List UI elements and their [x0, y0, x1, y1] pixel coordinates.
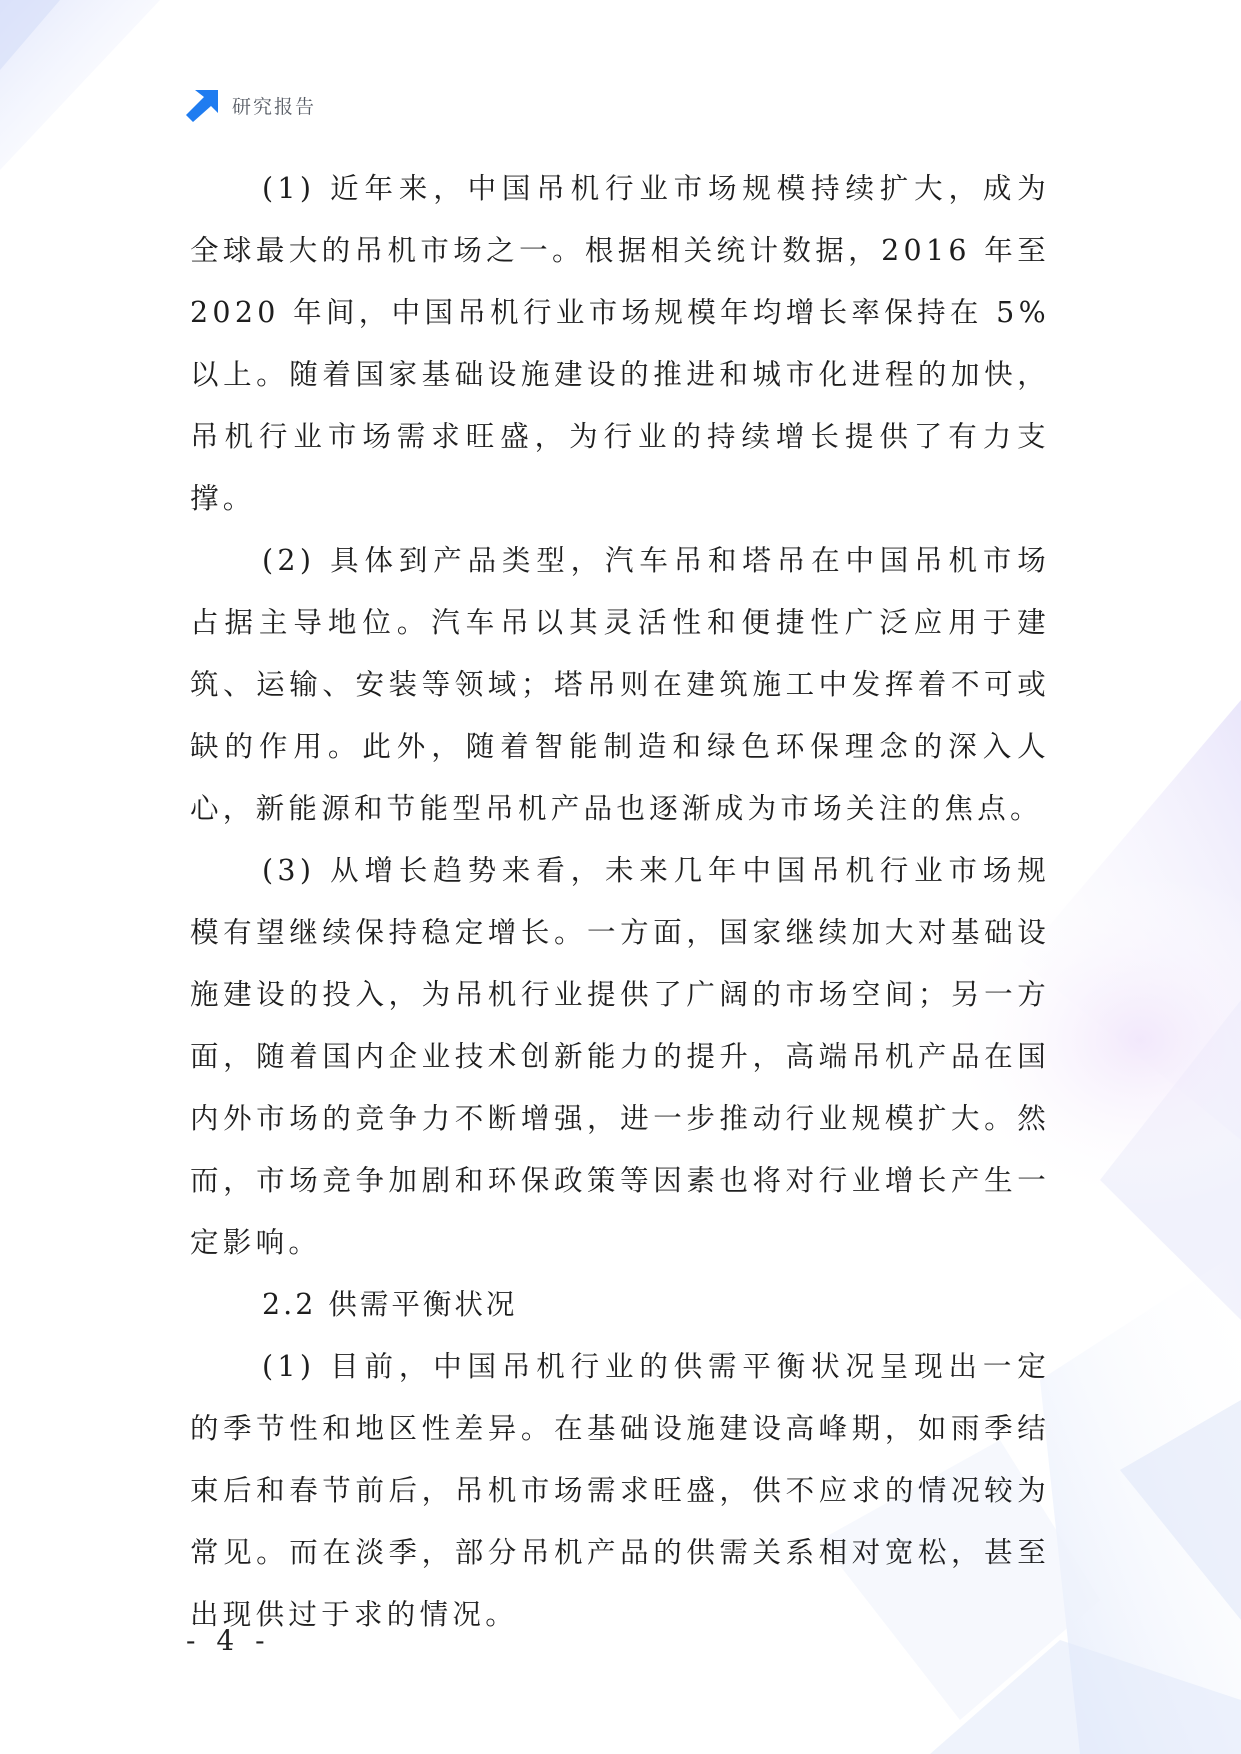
section-heading: 2.2 供需平衡状况	[262, 1288, 518, 1321]
report-header	[186, 88, 316, 122]
diagonal-arrow-icon	[186, 88, 220, 122]
header-title: 研究报告	[232, 95, 317, 118]
paragraph-supply-demand: (1) 目前，中国吊机行业的供需平衡状况呈现出一定的季节性和地区性差异。在基础设施建设高峰期，如雨季结束后和春节前后，吊机市场需求旺盛，供不应求的情况较为常见。而在淡季，部分吊机产品的供需关系相对宽松，甚至出现供过于求的情况。	[190, 1350, 1050, 1631]
paragraph-market-size: (1) 近年来，中国吊机行业市场规模持续扩大，成为全球最大的吊机市场之一。根据相关统计数据，2016 年至 2020 年间，中国吊机行业市场规模年均增长率保持在 5%以上。随着国家基础设施建设的推进和城市化进程的加快，吊机行业市场需求旺盛，为行业的持续增长提供了有力支撑。	[190, 172, 1050, 515]
paragraph-growth-trend: (3) 从增长趋势来看，未来几年中国吊机行业市场规模有望继续保持稳定增长。一方面，国家继续加大对基础设施建设的投入，为吊机行业提供了广阔的市场空间；另一方面，随着国内企业技术创新能力的提升，高端吊机产品在国内外市场的竞争力不断增强，进一步推动行业规模扩大。然而，市场竞争加剧和环保政策等因素也将对行业增长产生一定影响。	[190, 854, 1050, 1259]
paragraph-product-types: (2) 具体到产品类型，汽车吊和塔吊在中国吊机市场占据主导地位。汽车吊以其灵活性和便捷性广泛应用于建筑、运输、安装等领域；塔吊则在建筑施工中发挥着不可或缺的作用。此外，随着智能制造和绿色环保理念的深入人心，新能源和节能型吊机产品也逐渐成为市场关注的焦点。	[190, 544, 1050, 825]
document-body	[190, 158, 1050, 1646]
page-number: - 4 -	[186, 1624, 271, 1657]
